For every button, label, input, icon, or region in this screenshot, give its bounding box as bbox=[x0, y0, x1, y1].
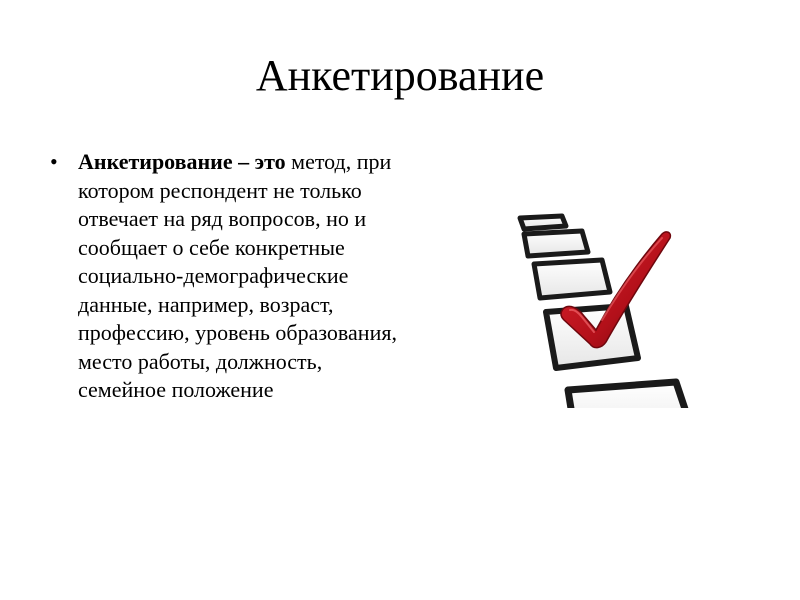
slide-title: Анкетирование bbox=[255, 51, 545, 100]
bullet-text bbox=[78, 148, 398, 405]
checkbox-3 bbox=[534, 260, 610, 298]
bullet-term: Анкетирование – это bbox=[78, 149, 286, 174]
bullet-dot-icon: • bbox=[50, 149, 58, 174]
checklist-checkmark-icon bbox=[478, 212, 696, 408]
checkbox-5 bbox=[568, 382, 696, 408]
bullet-definition: метод, при котором респондент не только отвечает на ряд вопросов, но и сообщает о себе конкретные социально-демографические данные, например, возраст, профессию, уровень образования, место работы, должность, семейное положение bbox=[78, 149, 397, 402]
checklist-illustration bbox=[478, 212, 696, 408]
bullet-item bbox=[42, 148, 402, 405]
checkbox-1 bbox=[520, 216, 566, 229]
checkbox-2 bbox=[524, 231, 588, 256]
slide-content bbox=[42, 148, 402, 405]
